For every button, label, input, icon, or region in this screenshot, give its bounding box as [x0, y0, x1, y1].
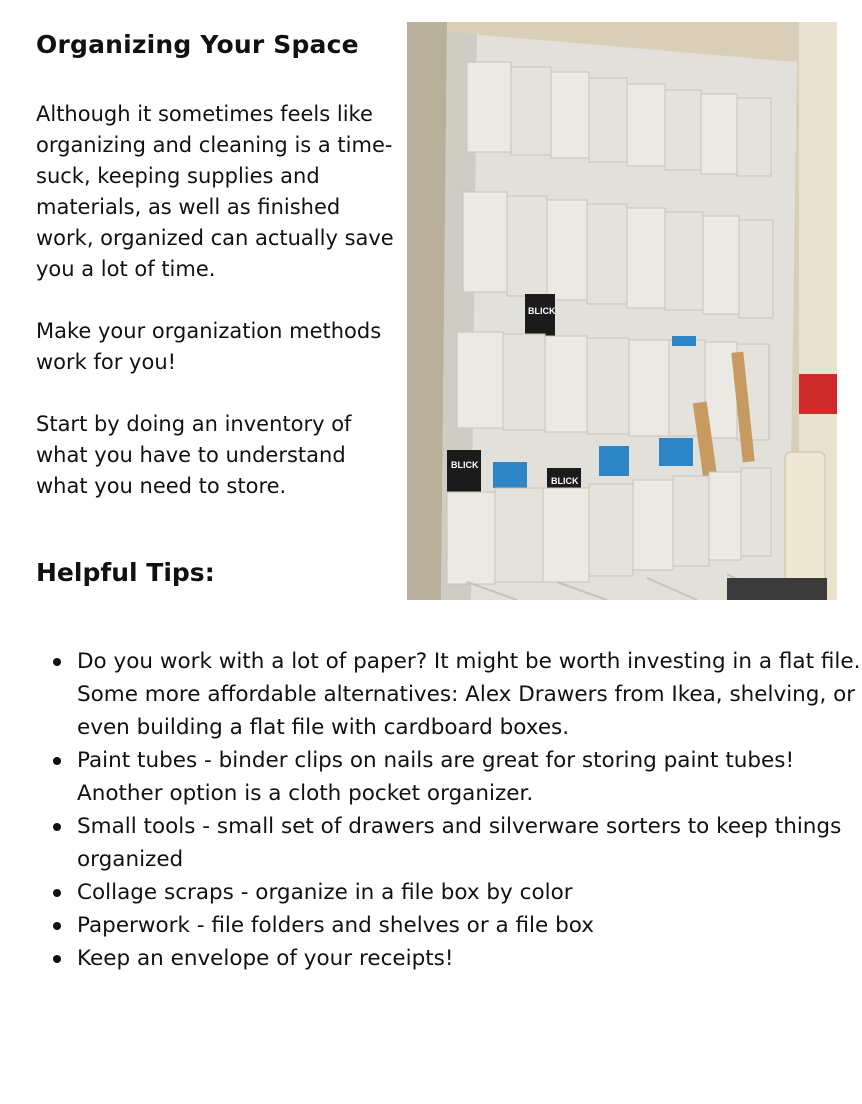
- intro-paragraph: Although it sometimes feels like organizing and cleaning is a time-suck, keeping supplies and materials, as well as finished work, organized can actually save you a lot of time.: [36, 102, 394, 281]
- tip-item: Paint tubes - binder clips on nails are great for storing paint tubes! Another option is a cloth pocket organizer.: [77, 744, 862, 810]
- inventory-paragraph: Start by doing an inventory of what you have to understand what you need to store.: [36, 412, 352, 498]
- tips-list: [36, 645, 862, 975]
- page-title: Organizing Your Space: [36, 30, 359, 59]
- tip-item: Collage scraps - organize in a file box by color: [77, 876, 862, 909]
- pocket-organizer-illustration: [407, 22, 837, 600]
- methods-paragraph: Make your organization methods work for you!: [36, 319, 382, 374]
- tip-item: Small tools - small set of drawers and silverware sorters to keep things organized: [77, 810, 862, 876]
- photo-brand-label: BLICK: [451, 460, 479, 470]
- photo-brand-label: BLICK: [551, 476, 579, 486]
- pocket-organizer-photo: [407, 22, 837, 600]
- tip-item: Paperwork - file folders and shelves or a file box: [77, 909, 862, 942]
- tip-item: Keep an envelope of your receipts!: [77, 942, 862, 975]
- photo-brand-label: BLICK: [528, 306, 556, 316]
- tips-heading: Helpful Tips:: [36, 558, 215, 587]
- tip-item: Do you work with a lot of paper? It might be worth investing in a flat file. Some more affordable alternatives: Alex Drawers from Ikea, shelving, or even building a flat file with cardboard boxes.: [77, 645, 862, 744]
